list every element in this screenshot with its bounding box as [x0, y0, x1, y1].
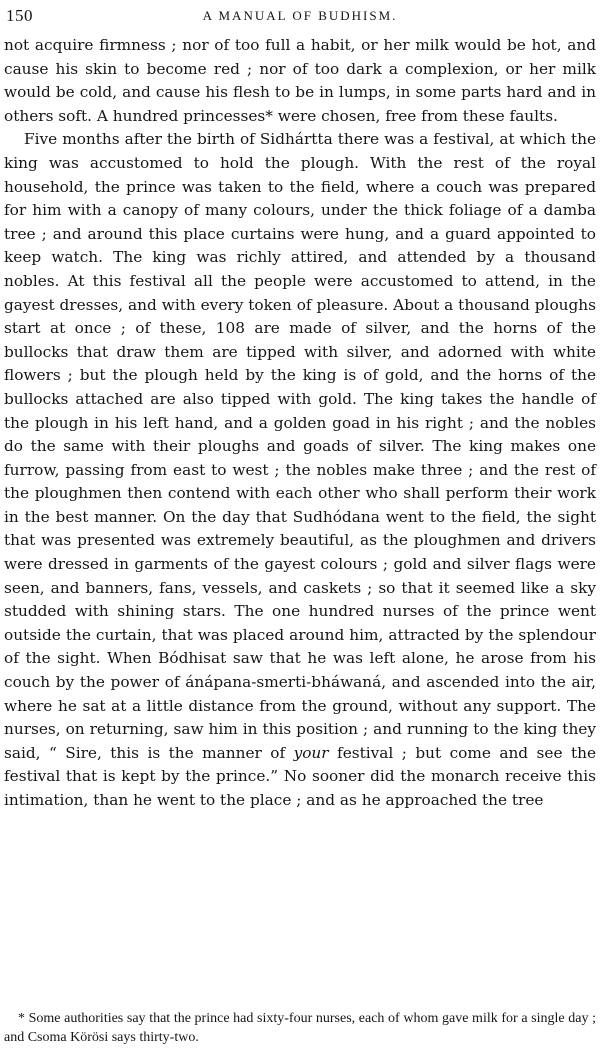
paragraph-text-part: festival ; but come and see the festival that is kept by the prince.” No sooner did the monarch receive this intimation, than he went to the place ; and as he approached the tree	[4, 743, 596, 809]
emphasized-word: your	[293, 743, 329, 762]
page-number: 150	[6, 6, 33, 25]
footnote	[4, 1010, 596, 1047]
running-title: A MANUAL OF BUDHISM.	[202, 8, 398, 23]
footnote-text: * Some authorities say that the prince had sixty-four nurses, each of whom gave milk for a single day ; and Csoma Körösi says thirty-two.	[4, 1011, 596, 1045]
paragraph-text: not acquire firmness ; nor of too full a habit, or her milk would be hot, and cause his skin to become red ; nor of too dark a complexion, or her milk would be cold, and cause his flesh to be in lumps, in some parts hard and in others soft. A hundred princesses* were chosen, free from these faults.	[4, 36, 596, 125]
paragraph-text-part: Five months after the birth of Sidhártta there was a festival, at which the king was accustomed to hold the plough. With the rest of the royal household, the prince was taken to the field, where a couch was prepared for him with a canopy of many colours, under the thick foliage of a damba tree ; and around this place curtains were hung, and a guard appointed to keep watch. The king was richly attired, and attended by a thousand nobles. At this festival all the people were accustomed to attend, in the gayest dresses, and with every token of pleasure. About a thousand ploughs start at once ; of these, 108 are made of silver, and the horns of the bullocks that draw them are tipped with silver, and adorned with white flowers ; but the plough held by the king is of gold, and the horns of the bullocks attached are also tipped with gold. The king takes the handle of the plough in his left hand, and a golden goad in his right ; and the nobles do the same with their ploughs and goads of silver. The king makes one furrow, passing from east to west ; the nobles make three ; and the rest of the ploughmen then contend with each other who shall perform their work in the best manner. On the day that Sudhódana went to the field, the sight that was presented was extremely beautiful, as the ploughmen and drivers were dressed in garments of the gayest colours ; gold and silver flags were seen, and banners, fans, vessels, and caskets ; so that it seemed like a sky studded with shining stars. The one hundred nurses of the prince went outside the curtain, that was placed around him, attracted by the splendour of the sight. When Bódhisat saw that he was left alone, he arose from his couch by the power of ánápana-smerti-bháwaná, and ascended into the air, where he sat at a little distance from the ground, without any support. The nurses, on returning, saw him in this position ; and running to the king they said, “ Sire, this is the manner of	[4, 130, 596, 762]
body-text	[4, 34, 596, 813]
paragraph-festival	[4, 128, 596, 812]
page-header	[4, 6, 596, 34]
paragraph-continued	[4, 34, 596, 128]
